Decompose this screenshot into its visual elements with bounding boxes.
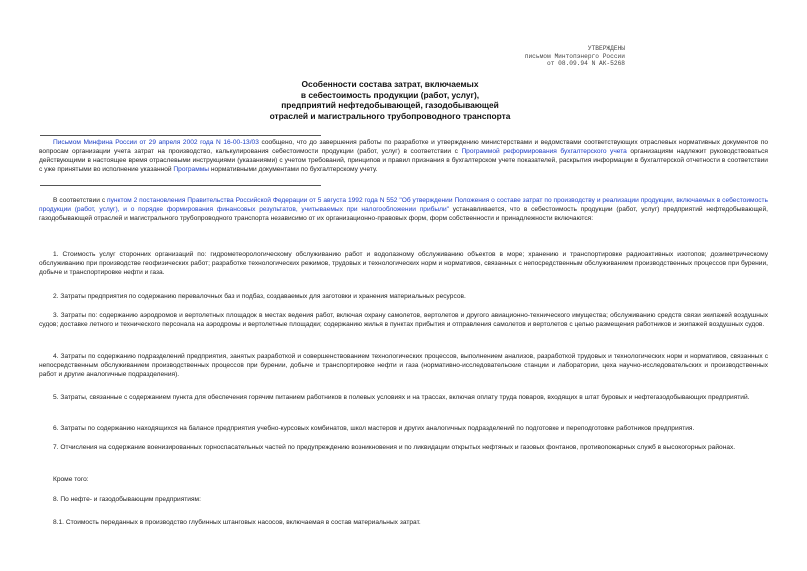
- title-line-1: Особенности состава затрат, включаемых: [301, 79, 479, 89]
- item-2: 2. Затраты предприятия по содержанию перевалочных баз и подбаз, создаваемых для заготовки и хранения материальных ресурсов.: [53, 293, 466, 300]
- title-line-2: в себестоимость продукции (работ, услуг),: [300, 89, 480, 100]
- item-8-1: 8.1. Стоимость переданных в производство глубинных штанговых насосов, включаемая в состав материальных затрат.: [53, 519, 421, 526]
- note-top-rule: [40, 135, 321, 136]
- item-1: 1. Стоимость услуг сторонних организаций по: гидрометеорологическому обслуживанию работ и водолазному обслуживанию объектов в море; хранению и транспортировке радиоактивных изотопов; дозиметрическому обслуживанию при производстве геофизических работ; разработке технологических режимов, трудовых и технологических норм и нормативов, связанных с непосредственным обслуживанием производственных процессов при бурении, добыче и транспортировке нефти и газа.: [39, 251, 768, 276]
- note-text-1: сообщено, что до завершения работы по разработке и утверждению министерствами и ведомствами соответствующих отраслевых нормативных документов по вопросам организации учета затрат на производство, калькулирования себестоимости продукции (работ, услуг) в соответствии с: [39, 139, 768, 155]
- note-bottom-rule: [40, 185, 321, 186]
- minfin-letter-link[interactable]: Письмом Минфина России от 29 апреля 2002 года N 16-00-13/03: [53, 139, 259, 146]
- approval-line-1: УТВЕРЖДЕНЫ: [587, 45, 625, 52]
- intro-text-2: устанавливается, что в себестоимость продукции (работ, услуг) предприятий нефтедобывающей, газодобывающей отраслей и магистрального трубопроводного транспорта независимо от их организационно-правовых форм, форм собственности и принадлежности включаются:: [39, 206, 768, 222]
- program-link[interactable]: Программы: [173, 166, 210, 173]
- item-4: 4. Затраты по содержанию подразделений предприятия, занятых разработкой и совершенствованием технологических процессов, выполнением анализов, разработкой трудовых и технологических норм и нормативов, связанных с непосредственным обслуживанием производственных процессов при бурении, добыче и транспортировке нефти и газа (нормативно-исследовательские станции и лаборатории, цеха научно-исследовательских и производственных работ и другие аналогичные подразделения).: [39, 353, 768, 378]
- intro-paragraph: [39, 196, 768, 223]
- approval-stamp: [525, 45, 625, 68]
- editorial-note: [39, 138, 768, 174]
- reform-program-link[interactable]: Программой реформирования бухгалтерского учета: [461, 148, 627, 155]
- title-line-3: предприятий нефтедобывающей, газодобывающей: [281, 100, 499, 111]
- approval-line-2: письмом Минтопэнерго России: [524, 52, 625, 60]
- item-5: 5. Затраты, связанные с содержанием пункта для обеспечения горячим питанием работников в полевых условиях и на трассах, включая оплату труда поваров, входящих в штат буровых и нефтегазодобывающих предприятий.: [53, 394, 750, 401]
- item-8: 8. По нефте- и газодобывающим предприятиям:: [53, 496, 201, 503]
- intro-text-1: В соответствии с: [53, 197, 108, 204]
- item-3: 3. Затраты по: содержанию аэродромов и вертолетных площадок в местах ведения работ, включая охрану самолетов, вертолетов и другого авиационно-технического имущества; обслуживанию средств связи экипажей воздушных судов; доставке летного и технического персонала на аэродромы и вертолетные площадки; содержанию жилья в пунктах прибытия и отправления самолетов и вертолетов с целью размещения работников и экипажей воздушных судов.: [39, 312, 768, 328]
- item-6: 6. Затраты по содержанию находящихся на балансе предприятия учебно-курсовых комбинатов, школ мастеров и других аналогичных подразделений по подготовке и переподготовке работников предприятия.: [53, 425, 695, 432]
- note-text-3: нормативными документами по бухгалтерскому учету.: [209, 166, 378, 173]
- item-7: 7. Отчисления на содержание военизированных горноспасательных частей по предупреждению возникновения и по ликвидации открытых нефтяных и газовых фонтанов, противопожарных служб в высокогорных районах.: [53, 444, 736, 451]
- title-line-4: отраслей и магистрального трубопроводного транспорта: [269, 110, 511, 121]
- document-title: [180, 79, 600, 121]
- note-text-2: организациям надлежит руководствоваться действующими в настоящее время отраслевыми инструкциями (указаниями) с учетом требований, принципов и правил признания в бухгалтерском учете показателей, раскрытия информации в бухгалтерской отчетности в соответствии с уже принятыми во исполнение указанной: [39, 148, 768, 173]
- item-besides: Кроме того:: [53, 476, 89, 483]
- government-decree-link[interactable]: пунктом 2 постановления Правительства Российской Федерации от 5 августа 1992 года N 552 "Об утверждении Положения о составе затрат по производству и реализации продукции, включаемых в себестоимость продукции (работ, услуг), и о порядке формирования финансовых результатов, учитываемых при налогообложении прибыли": [39, 197, 768, 213]
- approval-line-3: от 08.09.94 N АК-5268: [547, 60, 625, 68]
